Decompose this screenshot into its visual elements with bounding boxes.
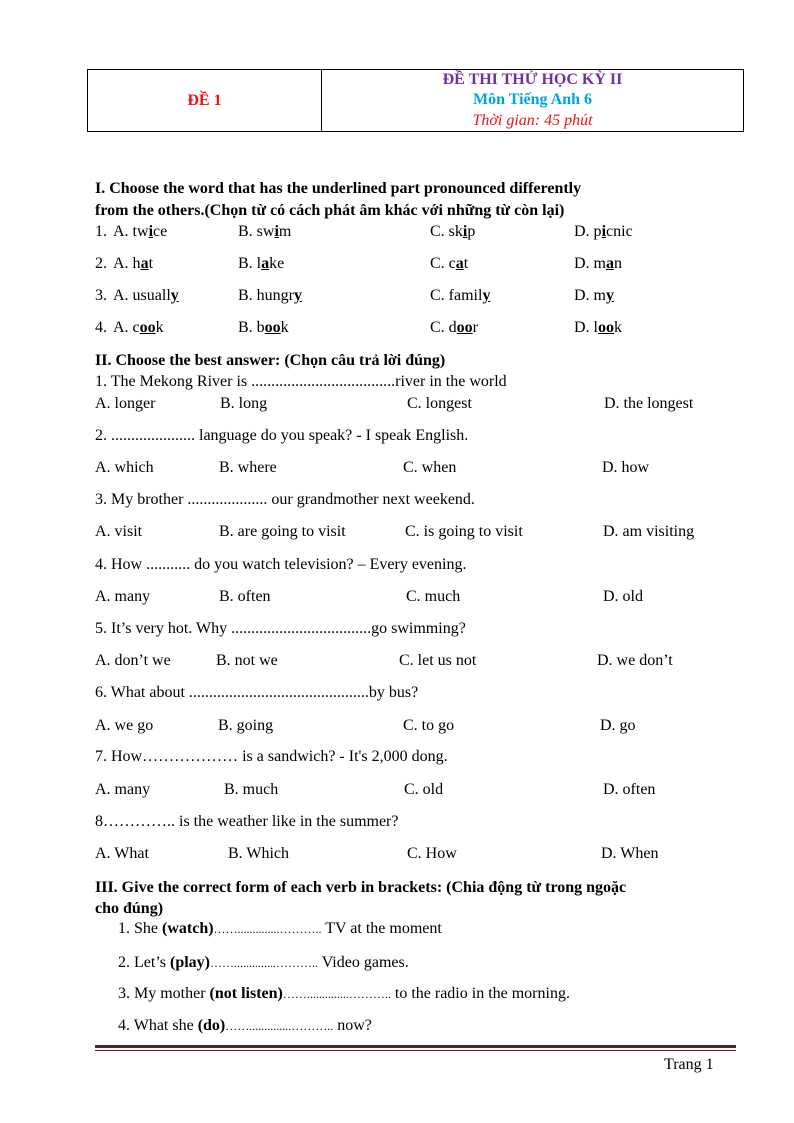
answer-option-c: C. when — [403, 459, 457, 476]
underlined-sound: oo — [139, 319, 156, 336]
option-text: A. h — [113, 255, 141, 272]
option-text: p — [467, 223, 476, 240]
option-text: D. m — [574, 255, 606, 272]
option-text: B. hungr — [238, 287, 294, 304]
answer-option-c: C. is going to visit — [405, 523, 523, 540]
underlined-sound: y — [606, 287, 614, 304]
footer-rule — [95, 1045, 736, 1048]
verb-in-brackets: (do) — [197, 1017, 226, 1034]
answer-blank: ……..............……….. — [210, 956, 318, 970]
answer-option-d: D. am visiting — [603, 523, 695, 540]
question-text: 3. My brother .................... our grandmother next weekend. — [95, 491, 475, 508]
section1-option-d — [574, 318, 622, 338]
question-text: 8………….. is the weather like in the summer? — [95, 813, 399, 830]
section1-option-c — [430, 222, 475, 242]
underlined-sound: a — [261, 255, 270, 272]
underlined-sound: i — [274, 223, 279, 240]
answer-option-c: C. longest — [407, 395, 472, 412]
section1-option-b — [238, 286, 302, 306]
option-text: cnic — [606, 223, 633, 240]
section1-option-d — [574, 222, 633, 242]
option-text: r — [472, 319, 478, 336]
answer-option-d: D. go — [600, 717, 636, 734]
section3-title-line1: III. Give the correct form of each verb in brackets: (Chia động từ trong ngoặc — [95, 879, 627, 896]
verb-exercise-item — [118, 953, 409, 973]
section1-title-line2: from the others.(Chọn từ có cách phát âm khác với những từ còn lại) — [95, 202, 565, 219]
exam-code: ĐỀ 1 — [187, 91, 222, 109]
section1-option-c — [430, 286, 490, 306]
section3-title-line2: cho đúng) — [95, 900, 164, 917]
answer-blank: ……..............……….. — [225, 1019, 334, 1033]
question-text: 2. ..................... language do you speak? - I speak English. — [95, 427, 469, 444]
answer-option-a: A. What — [95, 845, 149, 862]
answer-option-d: D. often — [603, 781, 656, 798]
question-text: 7. How……………… is a sandwich? - It's 2,000 dong. — [95, 748, 448, 765]
answer-option-a: A. many — [95, 588, 151, 605]
option-text: C. famil — [430, 287, 483, 304]
option-text: D. m — [574, 287, 606, 304]
option-text: ke — [269, 255, 285, 272]
section1-option-b — [238, 254, 284, 274]
underlined-sound: oo — [456, 319, 473, 336]
verb-exercise-item — [118, 984, 570, 1004]
item-text: Video games. — [318, 954, 409, 971]
underlined-sound: y — [170, 287, 179, 304]
answer-option-d: D. how — [602, 459, 650, 476]
item-text: to the radio in the morning. — [390, 985, 570, 1002]
exam-time: Thời gian: 45 phút — [472, 112, 593, 129]
section1-option-a — [113, 254, 153, 274]
underlined-sound: a — [140, 255, 149, 272]
section1-item-number: 3. — [95, 287, 107, 304]
exam-code-cell — [88, 70, 322, 132]
page-number: Trang 1 — [664, 1056, 714, 1073]
option-text: k — [280, 319, 289, 336]
item-text: TV at the moment — [321, 920, 442, 937]
option-text: B. sw — [238, 223, 275, 240]
answer-option-d: D. old — [603, 588, 643, 605]
exam-subject: Môn Tiếng Anh 6 — [472, 91, 592, 108]
option-text: A. usuall — [113, 287, 171, 304]
section1-option-d — [574, 286, 614, 306]
answer-option-a: A. which — [95, 459, 154, 476]
underlined-sound: a — [455, 255, 464, 272]
answer-option-b: B. Which — [228, 845, 290, 862]
underlined-sound: i — [601, 223, 607, 240]
section1-option-a — [113, 222, 167, 242]
verb-in-brackets: (watch) — [162, 920, 214, 937]
option-text: D. l — [574, 319, 598, 336]
question-text: 4. How ........... do you watch television? – Every evening. — [95, 556, 467, 573]
verb-in-brackets: (not listen) — [209, 985, 283, 1002]
verb-in-brackets: (play) — [170, 954, 210, 971]
option-text: k — [155, 319, 164, 336]
section1-option-c — [430, 318, 478, 338]
option-text: C. sk — [430, 223, 463, 240]
answer-option-c: C. let us not — [399, 652, 477, 669]
answer-blank: ……..............……….. — [213, 922, 322, 936]
exam-title-cell — [322, 70, 744, 132]
answer-option-a: A. longer — [95, 395, 156, 412]
underlined-sound: i — [148, 223, 154, 240]
section1-option-c — [430, 254, 468, 274]
option-text: B. b — [238, 319, 265, 336]
section2-title: II. Choose the best answer: (Chọn câu trả lời đúng) — [95, 352, 446, 369]
option-text: ce — [153, 223, 168, 240]
answer-option-a: A. we go — [95, 717, 154, 734]
option-text: D. p — [574, 223, 602, 240]
option-text: A. tw — [113, 223, 149, 240]
item-text: 4. What she — [118, 1017, 198, 1034]
answer-option-c: C. How — [407, 845, 457, 862]
option-text: B. l — [238, 255, 262, 272]
underlined-sound: y — [482, 287, 491, 304]
underlined-sound: a — [606, 255, 614, 272]
underlined-sound: oo — [598, 319, 614, 336]
answer-option-b: B. not we — [216, 652, 278, 669]
item-text: 1. She — [118, 920, 162, 937]
answer-option-b: B. going — [218, 717, 274, 734]
answer-option-c: C. old — [404, 781, 444, 798]
section1-option-d — [574, 254, 622, 274]
section1-option-b — [238, 318, 289, 338]
verb-exercise-item — [118, 1016, 372, 1036]
option-text: t — [148, 255, 154, 272]
option-text: t — [463, 255, 469, 272]
option-text: n — [614, 255, 622, 272]
option-text: C. c — [430, 255, 456, 272]
answer-blank: ……..............……….. — [282, 987, 391, 1001]
answer-option-a: A. don’t we — [95, 652, 171, 669]
section1-item-number: 1. — [95, 223, 107, 240]
item-text: now? — [333, 1017, 372, 1034]
section1-option-b — [238, 222, 291, 242]
answer-option-a: A. visit — [95, 523, 143, 540]
exam-title: ĐỀ THI THỬ HỌC KỲ II — [442, 71, 623, 88]
exam-header-table — [87, 69, 744, 132]
section1-item-number: 4. — [95, 319, 107, 336]
item-text: 3. My mother — [118, 985, 210, 1002]
underlined-sound: y — [294, 287, 302, 304]
question-text: 5. It’s very hot. Why ...................................go swimming? — [95, 620, 466, 637]
verb-exercise-item — [118, 919, 442, 939]
section1-option-a — [113, 318, 164, 338]
answer-option-a: A. many — [95, 781, 151, 798]
item-text: 2. Let’s — [118, 954, 170, 971]
option-text: m — [278, 223, 292, 240]
underlined-sound: oo — [264, 319, 281, 336]
section1-title-line1: I. Choose the word that has the underlined part pronounced differently — [95, 180, 582, 197]
option-text: k — [614, 319, 622, 336]
option-text: C. d — [430, 319, 457, 336]
option-text: A. c — [113, 319, 140, 336]
section1-item-number: 2. — [95, 255, 107, 272]
answer-option-b: B. long — [220, 395, 268, 412]
answer-option-c: C. much — [406, 588, 461, 605]
answer-option-d: D. When — [601, 845, 659, 862]
section1-option-a — [113, 286, 179, 306]
answer-option-b: B. are going to visit — [219, 523, 346, 540]
question-text: 6. What about .............................................by bus? — [95, 684, 419, 701]
footer-rule-thin — [95, 1050, 736, 1051]
question-text: 1. The Mekong River is ....................................river in the world — [95, 373, 507, 390]
answer-option-b: B. where — [219, 459, 277, 476]
answer-option-c: C. to go — [403, 717, 455, 734]
answer-option-b: B. often — [219, 588, 271, 605]
underlined-sound: i — [462, 223, 468, 240]
answer-option-d: D. the longest — [604, 395, 694, 412]
answer-option-d: D. we don’t — [597, 652, 673, 669]
answer-option-b: B. much — [224, 781, 279, 798]
